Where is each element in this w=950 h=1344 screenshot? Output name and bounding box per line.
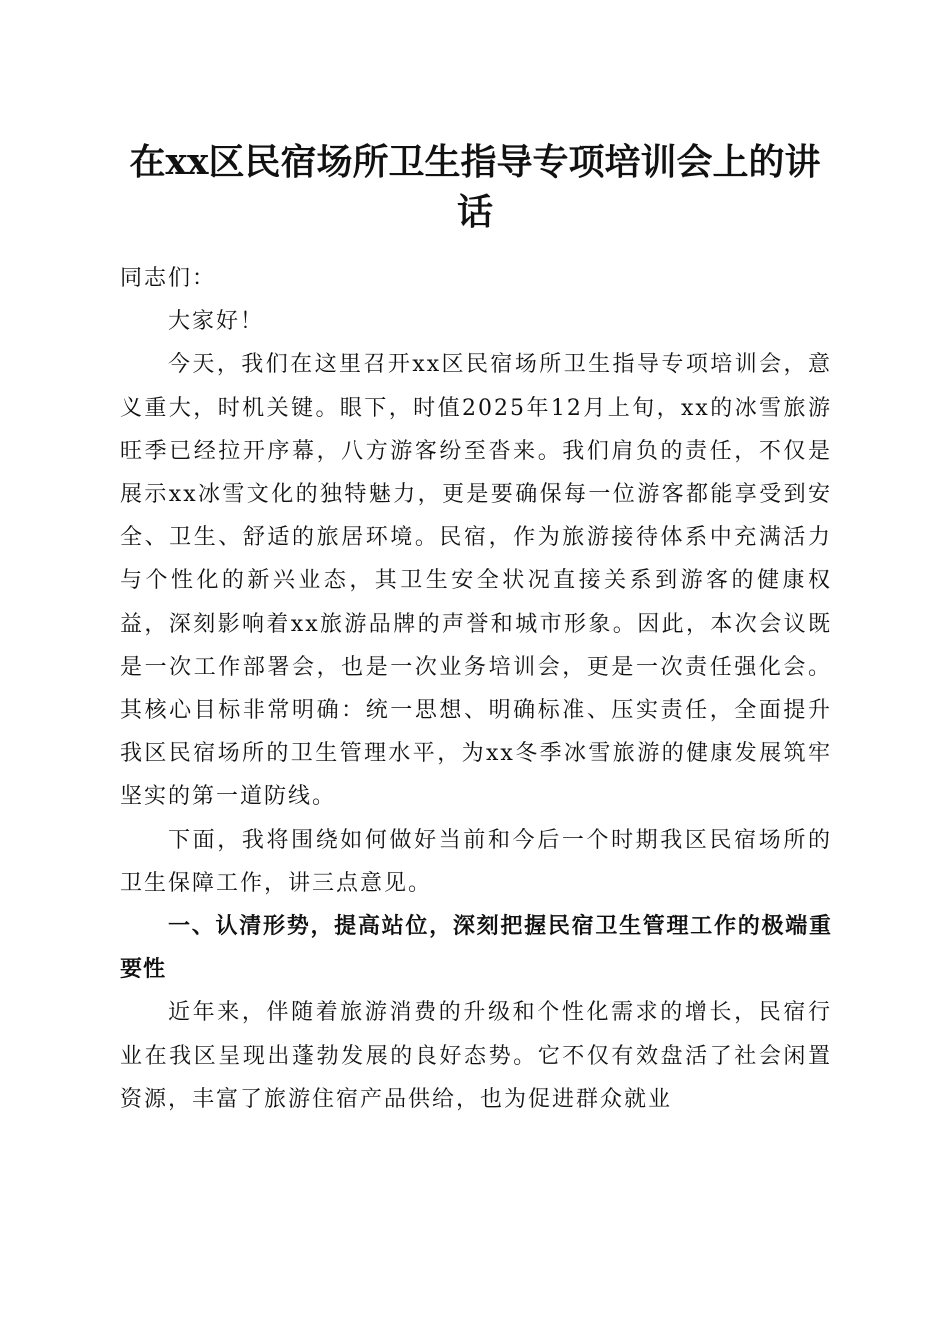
paragraph-intro: 今天，我们在这里召开xx区民宿场所卫生指导专项培训会，意义重大，时机关键。眼下，时值2025年12月上旬，xx的冰雪旅游旺季已经拉开序幕，八方游客纷至沓来。我们肩负的责任，不仅是展示xx冰雪文化的独特魅力，更是要确保每一位游客都能享受到安全、卫生、舒适的旅居环境。民宿，作为旅游接待体系中充满活力与个性化的新兴业态，其卫生安全状况直接关系到游客的健康权益，深刻影响着xx旅游品牌的声誉和城市形象。因此，本次会议既是一次工作部署会，也是一次业务培训会，更是一次责任强化会。其核心目标非常明确：统一思想、明确标准、压实责任，全面提升我区民宿场所的卫生管理水平，为xx冬季冰雪旅游的健康发展筑牢坚实的第一道防线。: [120, 352, 832, 810]
paragraph-section-1: 近年来，伴随着旅游消费的升级和个性化需求的增长，民宿行业在我区呈现出蓬勃发展的良好态势。它不仅有效盘活了社会闲置资源，丰富了旅游住宿产品供给，也为促进群众就业: [120, 1000, 832, 1112]
salutation: 同志们：: [120, 266, 217, 291]
paragraph-outline: 下面，我将围绕如何做好当前和今后一个时期我区民宿场所的卫生保障工作，讲三点意见。: [120, 827, 832, 896]
greeting: 大家好！: [168, 309, 265, 335]
section-heading-1: 一、认清形势，提高站位，深刻把握民宿卫生管理工作的极端重要性: [120, 914, 832, 983]
document-body: [120, 257, 832, 1121]
document-title: 在xx区民宿场所卫生指导专项培训会上的讲话: [129, 141, 821, 233]
